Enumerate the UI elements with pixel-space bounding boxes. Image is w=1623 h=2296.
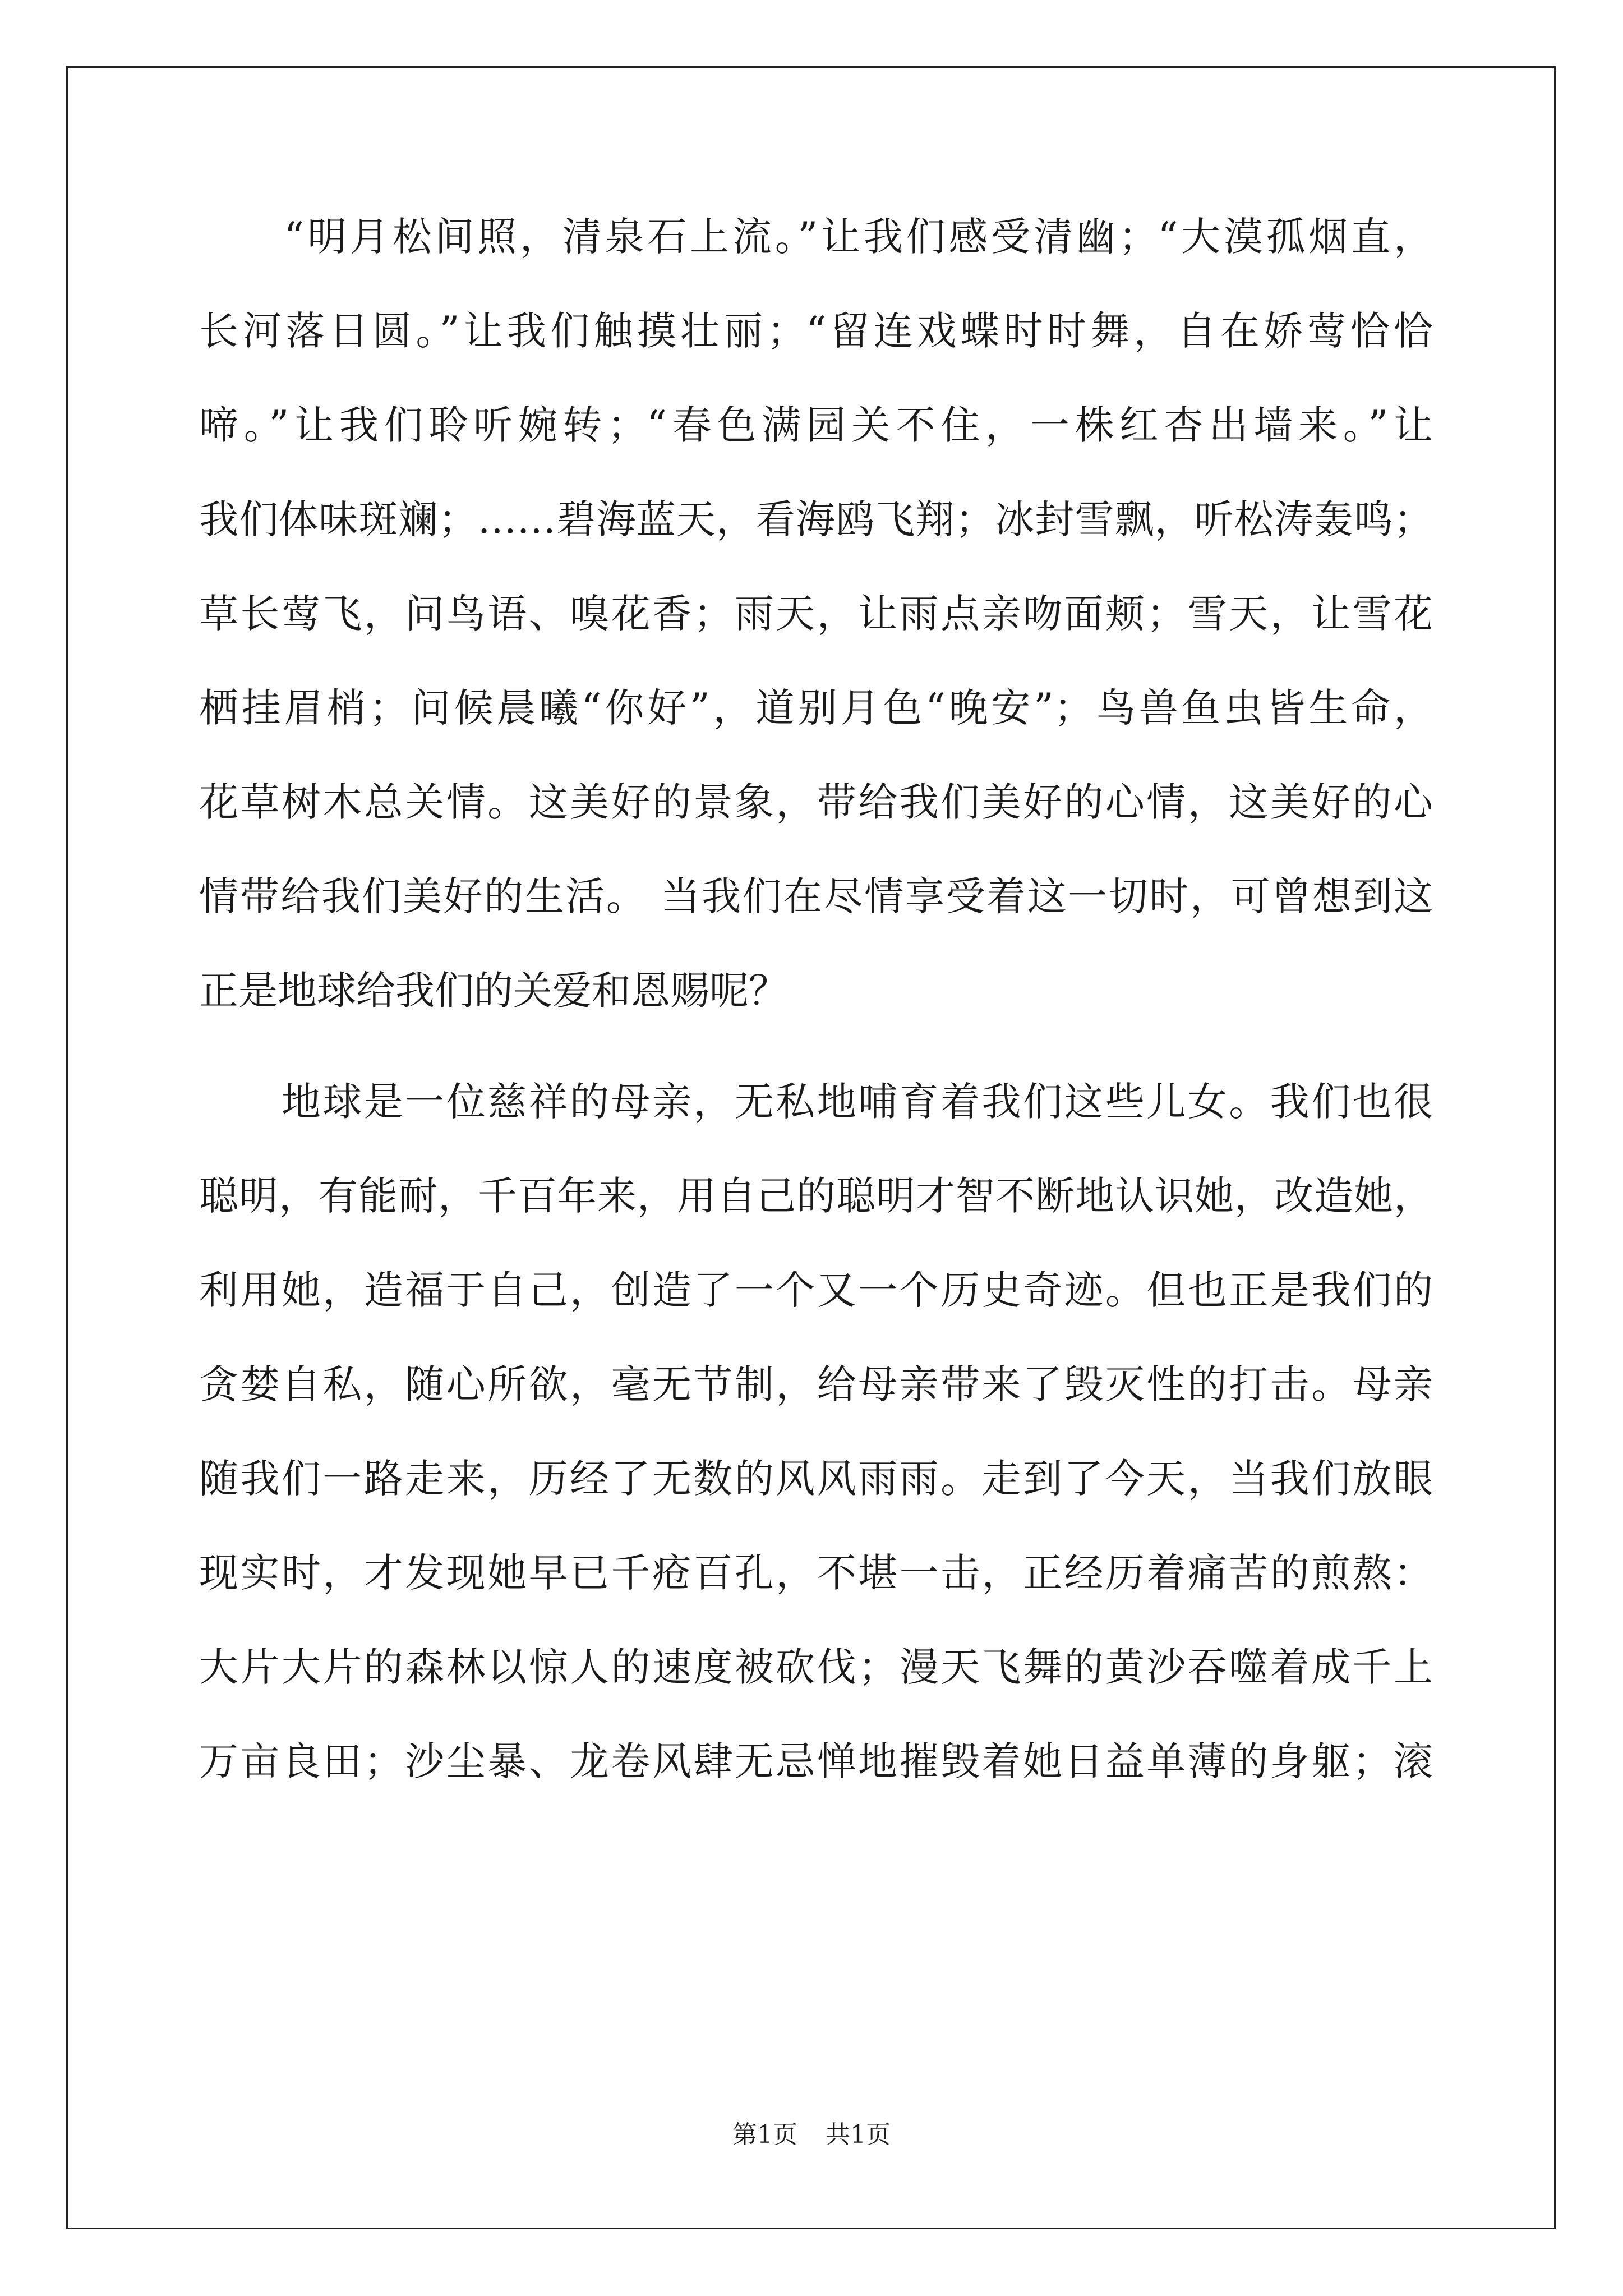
text-line: 我们体味斑斓；……碧海蓝天，看海鸥飞翔；冰封雪飘，听松涛轰鸣； [199, 496, 1433, 542]
text-line: 栖挂眉梢；问候晨曦“你好”，道别月色“晚安”；鸟兽鱼虫皆生命， [199, 685, 1433, 731]
text-line: 长河落日圆。”让我们触摸壮丽；“留连戏蝶时时舞，自在娇莺恰恰 [199, 308, 1433, 354]
text-line: 正是地球给我们的关爱和恩赐呢？ [199, 968, 788, 1014]
text-line: “明月松间照，清泉石上流。”让我们感受清幽；“大漠孤烟直， [199, 214, 1433, 260]
text-line: 现实时，才发现她早已千疮百孔，不堪一击，正经历着痛苦的煎熬： [199, 1550, 1433, 1596]
text-line: 花草树木总关情。这美好的景象，带给我们美好的心情，这美好的心 [199, 779, 1433, 825]
text-line: 随我们一路走来，历经了无数的风风雨雨。走到了今天，当我们放眼 [199, 1456, 1433, 1502]
page-number-total: 共1页 [826, 2120, 891, 2149]
text-line: 情带给我们美好的生活。 当我们在尽情享受着这一切时，可曾想到这 [199, 873, 1433, 919]
text-line: 聪明，有能耐，千百年来，用自己的聪明才智不断地认识她，改造她， [199, 1173, 1433, 1219]
text-line: 贪婪自私，随心所欲，毫无节制，给母亲带来了毁灭性的打击。母亲 [199, 1361, 1433, 1407]
text-line: 万亩良田；沙尘暴、龙卷风肆无忌惮地摧毁着她日益单薄的身躯；滚 [199, 1738, 1433, 1784]
text-line: 啼。”让我们聆听婉转；“春色满园关不住，一株红杏出墙来。”让 [199, 402, 1433, 448]
page-border [66, 66, 1556, 2229]
text-line: 地球是一位慈祥的母亲，无私地哺育着我们这些儿女。我们也很 [199, 1079, 1433, 1125]
text-line: 大片大片的森林以惊人的速度被砍伐；漫天飞舞的黄沙吞噬着成千上 [199, 1644, 1433, 1690]
page-number-current: 第1页 [732, 2120, 797, 2149]
text-line: 草长莺飞，问鸟语、嗅花香；雨天，让雨点亲吻面颊；雪天，让雪花 [199, 591, 1433, 637]
text-line: 利用她，造福于自己，创造了一个又一个历史奇迹。但也正是我们的 [199, 1267, 1433, 1313]
page-footer [0, 2118, 1623, 2152]
